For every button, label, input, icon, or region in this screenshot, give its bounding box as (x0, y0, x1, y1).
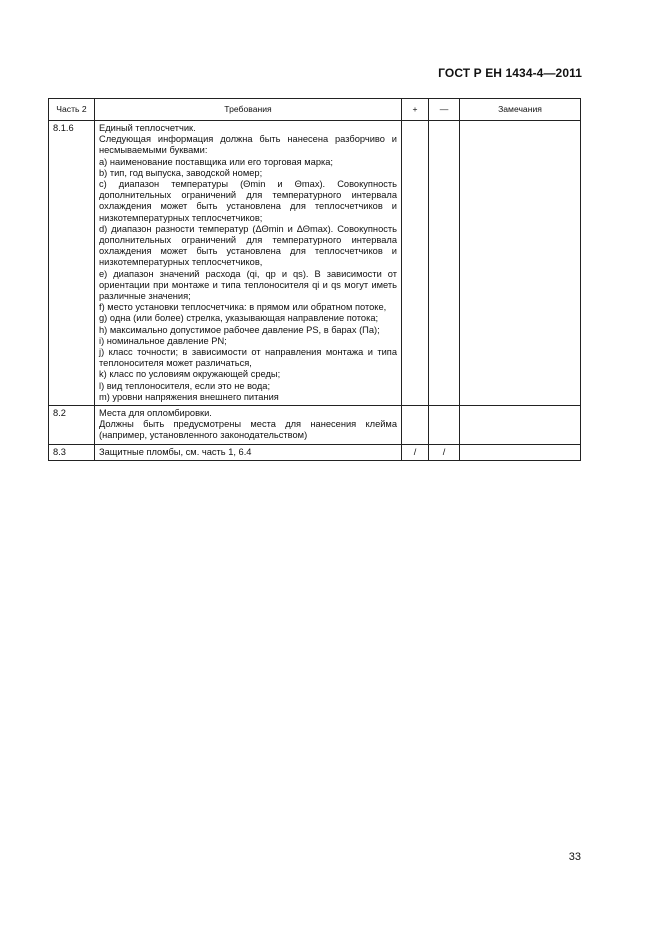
table-row (49, 121, 581, 406)
requirement-line: e) диапазон значений расхода (qi, qp и qs). В зависимости от ориентации при монтаже и типа теплоносителя qi и qs могут иметь различные значения; (99, 268, 397, 302)
requirement-line: i) номинальное давление PN; (99, 335, 227, 346)
requirement-line: h) максимально допустимое рабочее давление PS, в барах (Па); (99, 324, 380, 335)
page-number: 33 (568, 851, 581, 863)
requirement-line: Должны быть предусмотрены места для нанесения клейма (например, установленного законодательством) (99, 419, 397, 441)
row-minus (429, 406, 460, 445)
requirements-table (48, 98, 581, 461)
requirement-line: Единый теплосчетчик. (99, 123, 196, 133)
column-header-minus: — (429, 99, 460, 121)
column-header-plus: + (402, 99, 429, 121)
requirement-line: g) одна (или более) стрелка, указывающая направление потока; (99, 313, 379, 324)
requirement-line: k) класс по условиям окружающей среды; (99, 369, 281, 380)
row-minus: / (429, 444, 460, 460)
row-number: 8.2 (49, 406, 95, 445)
table-row (49, 444, 581, 460)
document-header: ГОСТ Р ЕН 1434-4—2011 (438, 66, 582, 80)
requirement-line: Следующая информация должна быть нанесена разборчиво и несмываемыми буквами: (99, 134, 397, 156)
column-header-requirements: Требования (95, 99, 402, 121)
requirement-line: c) диапазон температуры (Θmin и Θmax). Совокупность дополнительных ограничений для температурного интервала охлаждения может быть установлена для теплосчетчиков и низкотемпературных теплосчетчиков; (99, 179, 397, 223)
row-requirements (95, 121, 402, 406)
requirement-line: f) место установки теплосчетчика: в прямом или обратном потоке, (99, 302, 387, 313)
row-minus (429, 121, 460, 406)
row-remarks (460, 121, 581, 406)
requirement-line: Места для опломбировки. (99, 408, 212, 419)
row-number: 8.1.6 (49, 121, 95, 406)
row-remarks (460, 444, 581, 460)
requirement-line: b) тип, год выпуска, заводской номер; (99, 167, 263, 178)
row-plus (402, 406, 429, 445)
table-header-row (49, 99, 581, 121)
row-requirements (95, 406, 402, 445)
column-header-part: Часть 2 (49, 99, 95, 121)
row-plus (402, 121, 429, 406)
row-number: 8.3 (49, 444, 95, 460)
requirement-line: d) диапазон разности температур (ΔΘmin и ΔΘmax). Совокупность дополнительных ограничений для температурного интервала охлаждения может быть установлена для теплосчетчиков и низкотемпературных теплосчетчиков, (99, 223, 397, 268)
row-remarks (460, 406, 581, 445)
column-header-remarks: Замечания (460, 99, 581, 121)
row-requirements (95, 444, 402, 460)
row-plus: / (402, 444, 429, 460)
requirement-line: m) уровни напряжения внешнего питания (99, 391, 279, 402)
table-row (49, 406, 581, 445)
requirement-line: l) вид теплоносителя, если это не вода; (99, 380, 271, 391)
requirement-line: Защитные пломбы, см. часть 1, 6.4 (99, 446, 252, 457)
requirement-line: j) класс точности; в зависимости от направления монтажа и типа теплоносителя может различаться, (99, 347, 397, 369)
requirement-line: a) наименование поставщика или его торговая марка; (99, 156, 334, 167)
